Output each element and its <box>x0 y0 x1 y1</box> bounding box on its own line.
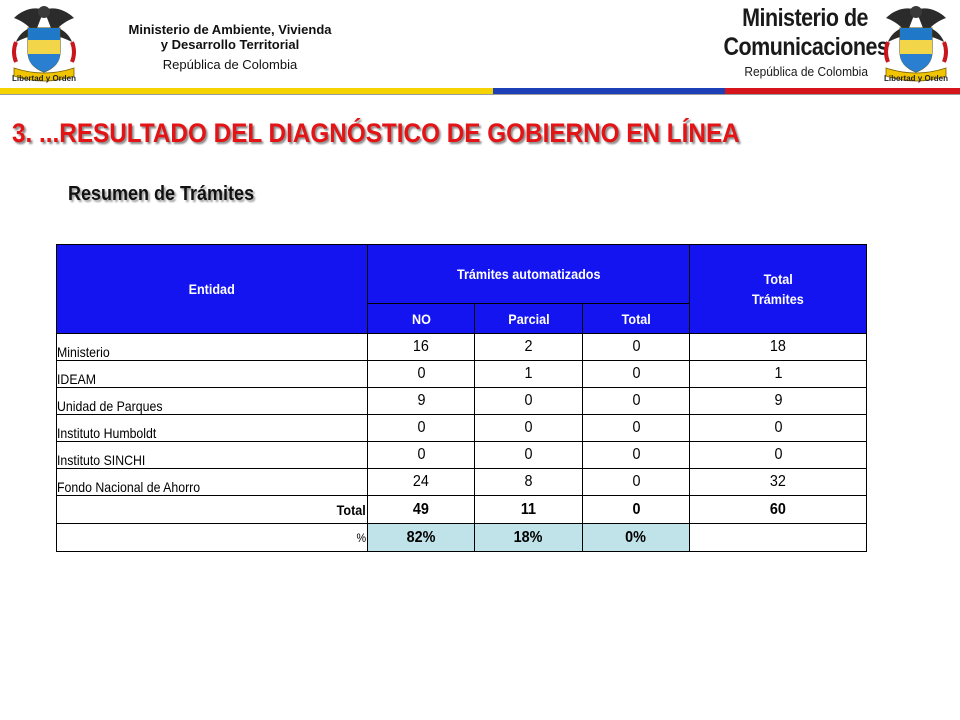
cell-total-tramites: 1 <box>690 361 867 388</box>
cell-no: 24 <box>368 469 475 496</box>
cell-no: 0 <box>368 415 475 442</box>
cell-partial: 0 <box>475 442 583 469</box>
table-row <box>57 388 867 415</box>
slide-title: 3. ...RESULTADO DEL DIAGNÓSTICO DE GOBIERNO EN LÍNEA <box>12 118 740 148</box>
total-no: 49 <box>368 496 475 524</box>
left-header <box>0 0 500 92</box>
table-row <box>57 469 867 496</box>
ministry-title-line1: Ministerio de <box>742 4 868 32</box>
total-total: 0 <box>583 496 690 524</box>
entity-name: IDEAM <box>57 361 368 388</box>
table-row <box>57 415 867 442</box>
cell-partial: 2 <box>475 334 583 361</box>
colombia-coat-of-arms-icon <box>4 2 84 88</box>
table-header-row <box>57 245 867 304</box>
org-country: República de Colombia <box>162 57 298 72</box>
column-header-automated-group: Trámites automatizados <box>368 245 690 304</box>
column-header-total-tramites <box>690 245 867 334</box>
cell-total: 0 <box>583 334 690 361</box>
org-name-line2: y Desarrollo Territorial <box>160 37 300 52</box>
column-header-no: NO <box>368 304 475 334</box>
percent-total: 0% <box>583 524 690 552</box>
entity-name: Instituto Humboldt <box>57 415 368 442</box>
total-partial: 11 <box>475 496 583 524</box>
totals-label: Total <box>57 496 368 524</box>
tramites-summary-table <box>56 244 867 552</box>
cell-total: 0 <box>583 361 690 388</box>
percent-label: % <box>57 524 368 552</box>
table-row <box>57 442 867 469</box>
totals-row <box>57 496 867 524</box>
cell-total-tramites: 32 <box>690 469 867 496</box>
percent-row <box>57 524 867 552</box>
cell-total-tramites: 18 <box>690 334 867 361</box>
total-tramites-line1: Total <box>763 271 793 287</box>
cell-total-tramites: 9 <box>690 388 867 415</box>
cell-total-tramites: 0 <box>690 415 867 442</box>
cell-total-tramites: 0 <box>690 442 867 469</box>
total-total-tramites: 60 <box>690 496 867 524</box>
entity-name: Fondo Nacional de Ahorro <box>57 469 368 496</box>
crest-motto: Libertad y Orden <box>11 74 76 83</box>
colombia-coat-of-arms-icon <box>876 2 956 88</box>
total-tramites-line2: Trámites <box>752 291 804 307</box>
entity-name: Ministerio <box>57 334 368 361</box>
section-subtitle: Resumen de Trámites <box>68 183 255 205</box>
cell-total: 0 <box>583 415 690 442</box>
org-name-line1: Ministerio de Ambiente, Vivienda <box>128 22 332 37</box>
cell-partial: 0 <box>475 388 583 415</box>
cell-no: 0 <box>368 361 475 388</box>
cell-partial: 8 <box>475 469 583 496</box>
column-header-entity: Entidad <box>57 245 368 334</box>
column-header-partial: Parcial <box>475 304 583 334</box>
cell-partial: 1 <box>475 361 583 388</box>
cell-no: 0 <box>368 442 475 469</box>
percent-no: 82% <box>368 524 475 552</box>
column-header-total: Total <box>583 304 690 334</box>
ministry-country: República de Colombia <box>744 64 868 79</box>
crest-motto: Libertad y Orden <box>883 74 948 83</box>
entity-name: Instituto SINCHI <box>57 442 368 469</box>
left-org-name <box>80 22 380 73</box>
cell-total: 0 <box>583 388 690 415</box>
entity-name: Unidad de Parques <box>57 388 368 415</box>
table-row <box>57 334 867 361</box>
cell-no: 9 <box>368 388 475 415</box>
ministry-title-line2: Comunicaciones <box>723 33 889 61</box>
percent-empty-cell <box>690 524 867 552</box>
table-row <box>57 361 867 388</box>
cell-total: 0 <box>583 469 690 496</box>
right-org-name <box>700 4 889 79</box>
header-divider <box>0 94 960 95</box>
cell-partial: 0 <box>475 415 583 442</box>
cell-no: 16 <box>368 334 475 361</box>
cell-total: 0 <box>583 442 690 469</box>
percent-partial: 18% <box>475 524 583 552</box>
